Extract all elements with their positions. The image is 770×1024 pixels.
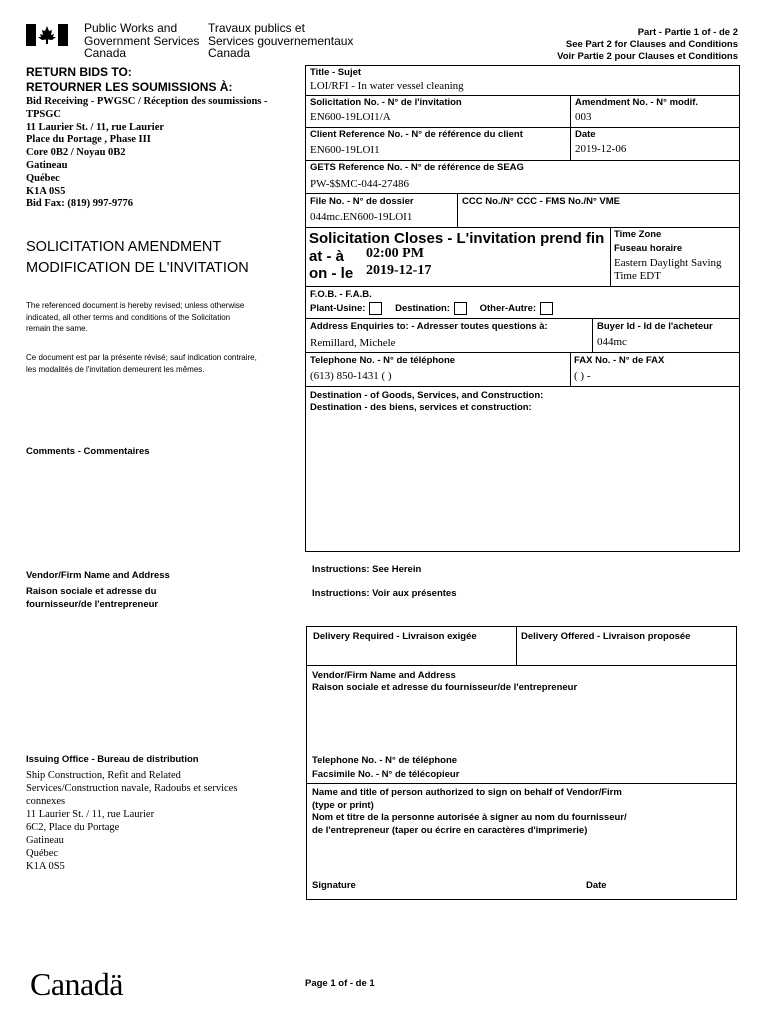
address-enquiries-value: Remillard, Michele <box>310 337 396 349</box>
phone-value: (613) 850-1431 ( ) <box>310 370 392 382</box>
file-no-value: 044mc.EN600-19LOI1 <box>310 211 413 223</box>
department-name-en: Public Works and Government Services Canada <box>84 21 200 60</box>
instructions-fr: Instructions: Voir aux présentes <box>312 588 457 599</box>
signature-label: Signature <box>312 880 356 891</box>
issuing-office-label: Issuing Office - Bureau de distribution <box>26 754 199 765</box>
other-checkbox[interactable] <box>540 302 553 315</box>
instructions-en: Instructions: See Herein <box>312 564 422 575</box>
address-enquiries-label: Address Enquiries to: - Adresser toutes questions à: <box>310 321 548 332</box>
destination-checkbox[interactable] <box>454 302 467 315</box>
solicitation-no-label: Solicitation No. - N° de l'invitation <box>310 97 462 108</box>
amendment-note-en: The referenced document is hereby revised; unless otherwise indicated, all other terms and conditions of the Solicitation remain the same. <box>26 301 245 333</box>
at-label: at - à <box>309 248 345 265</box>
solicitation-no-value: EN600-19LOI1/A <box>310 111 391 123</box>
comments-label: Comments - Commentaires <box>26 446 150 457</box>
page-number: Page 1 of - de 1 <box>305 978 375 989</box>
signature-date-label: Date <box>586 880 607 891</box>
facsimile-label: Facsimile No. - N° de télécopieur <box>312 769 460 780</box>
destination-goods-label: Destination - of Goods, Services, and Construction: Destination - des biens, services et construction: <box>310 390 544 413</box>
fob-options: Plant-Usine: Destination: Other-Autre: <box>310 302 563 315</box>
phone-label: Telephone No. - N° de téléphone <box>310 355 456 366</box>
canada-wordmark: Canadä <box>30 966 123 1002</box>
amendment-no-label: Amendment No. - N° modif. <box>575 97 699 108</box>
telephone-label: Telephone No. - N° de téléphone <box>312 755 458 766</box>
authorized-person-label: Name and title of person authorized to sign on behalf of Vendor/Firm (type or print) Nom et titre de la personne autorisée à signer au nom du fournisseur/ de l'entrepreneur (taper ou écrire en caractères d'imprimerie) <box>312 787 627 836</box>
department-name-fr: Travaux publics et Services gouvernementaux Canada <box>208 21 354 60</box>
delivery-offered-label: Delivery Offered - Livraison proposée <box>521 631 691 642</box>
fob-label: F.O.B. - F.A.B. <box>310 289 372 300</box>
buyer-id-label: Buyer Id - Id de l'acheteur <box>597 321 713 332</box>
time-zone-label: Time Zone Fuseau horaire <box>614 229 683 254</box>
issuing-office-address: Ship Construction, Refit and Related Services/Construction navale, Radoubs et services connexes 11 Laurier St. / 11, rue Laurier 6C2, Place du Portage Gatineau Québec K1A 0S5 <box>26 770 238 872</box>
closing-time-value: 02:00 PM <box>366 246 424 261</box>
vendor-left-title: Vendor/Firm Name and Address Raison sociale et adresse du fournisseur/de l'entrepreneur <box>26 570 170 610</box>
closing-date-value: 2019-12-17 <box>366 263 432 278</box>
government-flag-icon <box>26 24 68 51</box>
part-indicator: Part - Partie 1 of - de 2 See Part 2 for Clauses and Conditions Voir Partie 2 pour Clauses et Conditions <box>557 27 738 62</box>
client-ref-value: EN600-19LOI1 <box>310 144 380 156</box>
buyer-id-value: 044mc <box>597 336 627 348</box>
date-label: Date <box>575 129 596 140</box>
amendment-note-fr: Ce document est par la présente révisé; sauf indication contraire, les modalités de l'invitation demeurent les mêmes. <box>26 353 257 374</box>
delivery-required-label: Delivery Required - Livraison exigée <box>313 631 477 642</box>
fax-value: ( ) - <box>574 370 591 382</box>
time-zone-value: Eastern Daylight Saving Time EDT <box>614 257 722 282</box>
gets-ref-label: GETS Reference No. - N° de référence de SEAG <box>310 162 524 173</box>
file-no-label: File No. - N° de dossier <box>310 196 414 207</box>
return-bids-address: Bid Receiving - PWGSC / Réception des soumissions - TPSGC 11 Laurier St. / 11, rue Laurier Place du Portage , Phase III Core 0B2 / Noyau 0B2 Gatineau Québec K1A 0S5 Bid Fax: (819) 997-9776 <box>26 96 268 210</box>
date-value: 2019-12-06 <box>575 143 627 155</box>
ccc-no-label: CCC No./N° CCC - FMS No./N° VME <box>462 196 621 207</box>
title-value: LOI/RFI - In water vessel cleaning <box>310 80 464 92</box>
solicitation-closes-title: Solicitation Closes - L'invitation prend fin <box>309 230 605 247</box>
amendment-no-value: 003 <box>575 111 592 123</box>
title-label: Title - Sujet <box>310 67 362 78</box>
amendment-title: SOLICITATION AMENDMENT MODIFICATION DE L'INVITATION <box>26 239 249 276</box>
client-ref-label: Client Reference No. - N° de référence du client <box>310 129 523 140</box>
fax-label: FAX No. - N° de FAX <box>574 355 665 366</box>
plant-checkbox[interactable] <box>369 302 382 315</box>
gets-ref-value: PW-$$MC-044-27486 <box>310 178 409 190</box>
vendor-firm-label: Vendor/Firm Name and Address Raison sociale et adresse du fournisseur/de l'entrepreneur <box>312 670 578 693</box>
return-bids-title: RETURN BIDS TO: RETOURNER LES SOUMISSIONS À: <box>26 65 233 94</box>
on-label: on - le <box>309 265 354 282</box>
